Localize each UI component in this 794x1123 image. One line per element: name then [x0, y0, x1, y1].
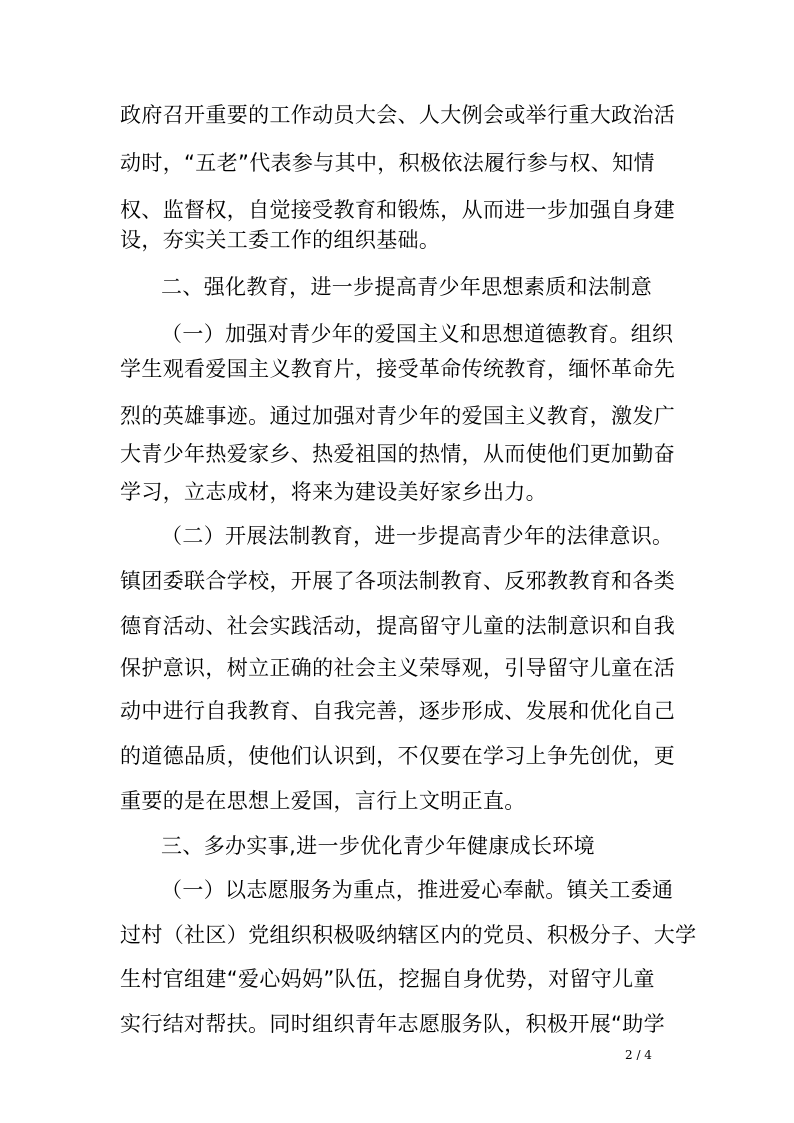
body-text-line: 设，夯实关工委工作的组织基础。 — [120, 228, 441, 252]
body-text-line: 烈的英雄事迹。通过加强对青少年的爱国主义教育，激发广 — [120, 404, 676, 428]
body-text-line: 保护意识，树立正确的社会主义荣辱观，引导留守儿童在活 — [120, 656, 676, 680]
section-heading: 三、多办实事,进一步优化青少年健康成长环境 — [161, 834, 596, 858]
body-text-line: 动时，“五老”代表参与其中，积极依法履行参与权、知情 — [120, 151, 655, 175]
page-number: 2 / 4 — [625, 1048, 652, 1062]
subsection-heading: （一）加强对青少年的爱国主义和思想道德教育。组织 — [161, 322, 674, 346]
body-text-line: 学生观看爱国主义教育片，接受革命传统教育，缅怀革命先 — [120, 357, 676, 381]
body-text-line: 实行结对帮扶。同时组织青年志愿服务队，积极开展“助学 — [120, 1012, 665, 1036]
body-text-line: 权、监督权，自觉接受教育和锻炼，从而进一步加强自身建 — [120, 198, 676, 222]
subsection-heading: （一）以志愿服务为重点，推进爱心奉献。镇关工委通 — [161, 878, 674, 902]
body-text-line: 重要的是在思想上爱国，言行上文明正直。 — [120, 789, 526, 813]
body-text-line: 镇团委联合学校，开展了各项法制教育、反邪教教育和各类 — [120, 569, 676, 593]
section-heading: 二、强化教育，进一步提高青少年思想素质和法制意 — [161, 275, 653, 299]
body-text-line: 过村（社区）党组织积极吸纳辖区内的党员、积极分子、大学 — [120, 923, 697, 947]
subsection-heading: （二）开展法制教育，进一步提高青少年的法律意识。 — [161, 524, 674, 548]
body-text-line: 政府召开重要的工作动员大会、人大例会或举行重大政治活 — [120, 103, 676, 127]
body-text-line: 动中进行自我教育、自我完善，逐步形成、发展和优化自己 — [120, 699, 676, 723]
body-text-line: 生村官组建“爱心妈妈”队伍，挖掘自身优势，对留守儿童 — [120, 967, 655, 991]
body-text-line: 学习，立志成材，将来为建设美好家乡出力。 — [120, 480, 547, 504]
body-text-line: 的道德品质，使他们认识到，不仅要在学习上争先创优，更 — [120, 744, 676, 768]
body-text-line: 德育活动、社会实践活动，提高留守儿童的法制意识和自我 — [120, 614, 676, 638]
body-text-line: 大青少年热爱家乡、热爱祖国的热情，从而使他们更加勤奋 — [120, 442, 676, 466]
